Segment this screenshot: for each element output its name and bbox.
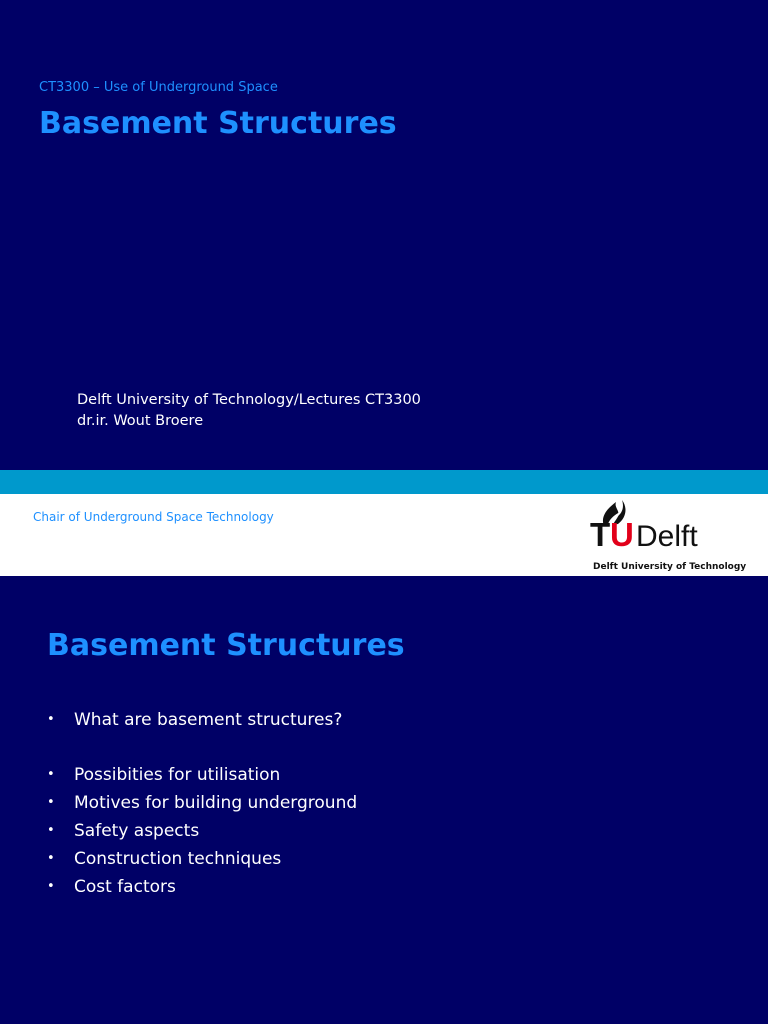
logo-tagline: Delft University of Technology — [593, 562, 747, 572]
bullet-text: Cost factors — [74, 877, 176, 897]
slide-title: Basement Structures — [39, 106, 397, 141]
flame-icon — [590, 496, 740, 560]
course-subtitle: CT3300 – Use of Underground Space — [39, 80, 278, 95]
bullet-icon: • — [47, 851, 55, 866]
footer-panel — [0, 494, 768, 576]
list-item — [47, 706, 357, 734]
bullet-icon: • — [47, 767, 55, 782]
logo-t: T — [590, 516, 611, 553]
list-item — [47, 845, 357, 873]
list-item — [47, 761, 357, 789]
logo-u: U — [610, 516, 634, 553]
list-item — [47, 789, 357, 817]
logo-delft: Delft — [636, 520, 698, 553]
byline — [77, 390, 421, 432]
content-slide — [0, 576, 768, 1024]
tudelft-logo — [590, 496, 747, 574]
bullet-list — [47, 706, 357, 901]
bullet-text: Safety aspects — [74, 821, 200, 841]
bullet-text: Motives for building underground — [74, 793, 358, 813]
footer-band — [0, 470, 768, 494]
bullet-text: What are basement structures? — [74, 710, 343, 730]
bullet-icon: • — [47, 823, 55, 838]
byline-institution: Delft University of Technology/Lectures CT3300 — [77, 392, 421, 408]
bullet-text: Possibities for utilisation — [74, 765, 281, 785]
bullet-icon: • — [47, 879, 55, 894]
slide-title: Basement Structures — [47, 628, 405, 663]
list-item — [47, 817, 357, 845]
bullet-icon: • — [47, 712, 55, 727]
footer-chair-text: Chair of Underground Space Technology — [33, 510, 274, 524]
byline-author: dr.ir. Wout Broere — [77, 413, 204, 429]
bullet-text: Construction techniques — [74, 849, 282, 869]
list-item — [47, 873, 357, 901]
bullet-icon: • — [47, 795, 55, 810]
